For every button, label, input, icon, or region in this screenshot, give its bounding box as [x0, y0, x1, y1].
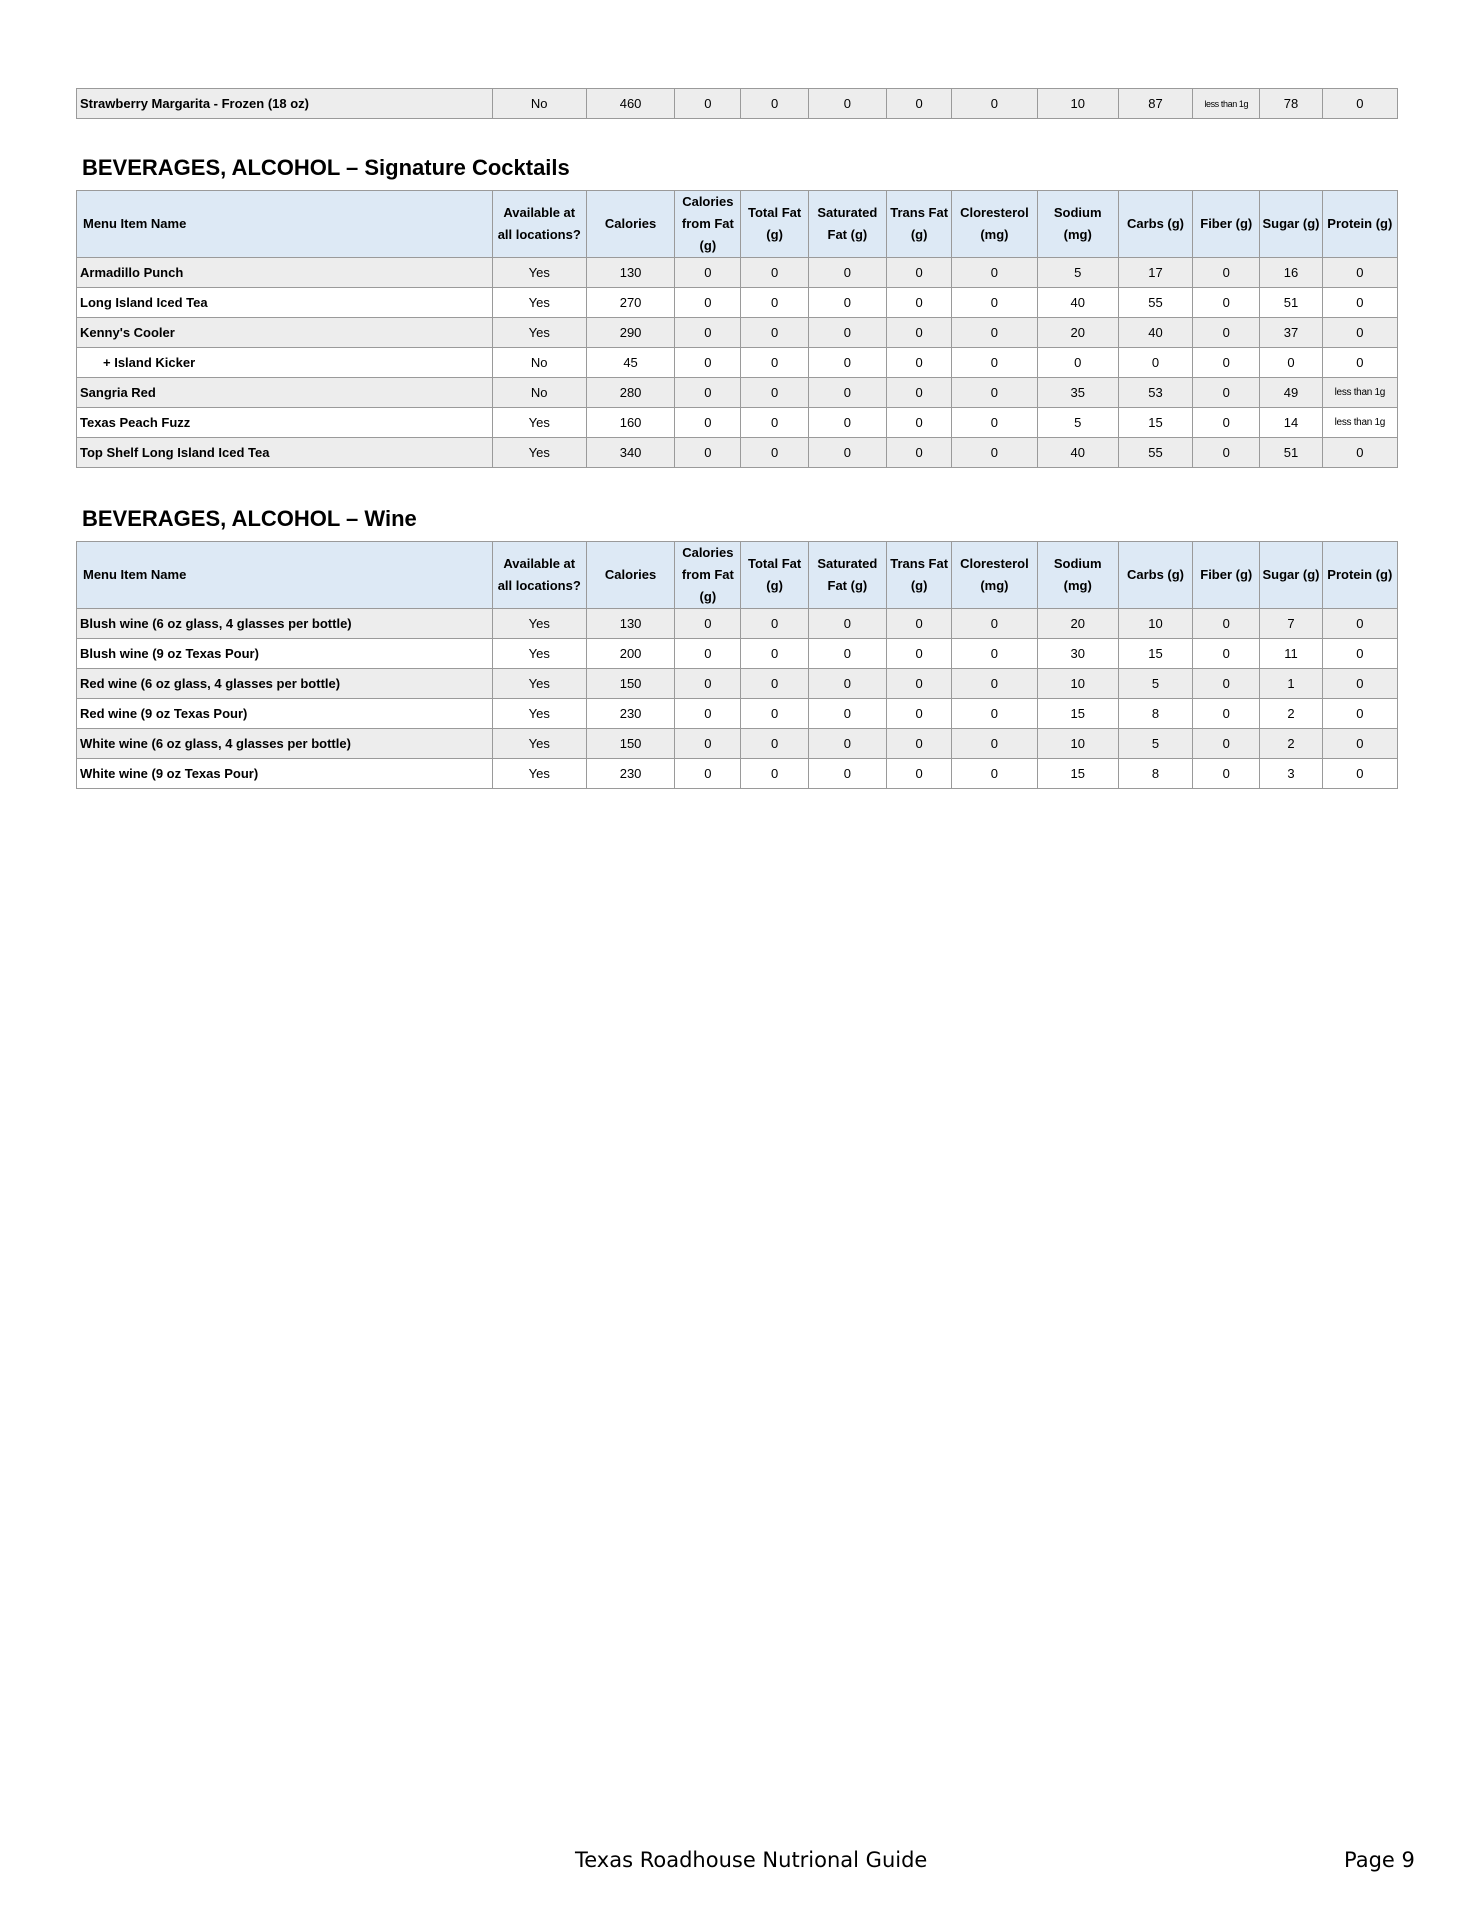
menu-item-name: Blush wine (9 oz Texas Pour)	[77, 639, 493, 669]
table-cell: 2	[1260, 699, 1322, 729]
table-cell: 290	[586, 318, 674, 348]
table-cell: 17	[1118, 258, 1192, 288]
column-header: Calories	[586, 542, 674, 609]
menu-item-name: Red wine (9 oz Texas Pour)	[77, 699, 493, 729]
table-cell: 5	[1037, 258, 1118, 288]
table-cell: 200	[586, 639, 674, 669]
table-cell: 0	[952, 639, 1037, 669]
table-row	[77, 258, 1398, 288]
table-cell: 0	[675, 348, 741, 378]
column-header: Sugar (g)	[1260, 191, 1322, 258]
table-cell: No	[492, 378, 586, 408]
column-header: Saturated Fat (g)	[808, 542, 886, 609]
table-cell: 130	[586, 609, 674, 639]
table-cell: 45	[586, 348, 674, 378]
table-row	[77, 288, 1398, 318]
table-cell: 0	[1193, 729, 1260, 759]
table-cell: 0	[1193, 288, 1260, 318]
table-cell: 0	[1322, 729, 1397, 759]
cocktails-section-title: BEVERAGES, ALCOHOL – Signature Cocktails	[82, 155, 570, 180]
table-cell: 130	[586, 258, 674, 288]
table-cell: 40	[1037, 438, 1118, 468]
menu-item-name: Red wine (6 oz glass, 4 glasses per bottle)	[77, 669, 493, 699]
table-cell: 0	[952, 438, 1037, 468]
table-row	[77, 729, 1398, 759]
table-cell: 0	[1193, 408, 1260, 438]
table-cell: 0	[1193, 759, 1260, 789]
table-cell: 0	[952, 89, 1037, 119]
table-cell: less than 1g	[1322, 378, 1397, 408]
table-cell: Yes	[492, 438, 586, 468]
table-cell: 0	[808, 699, 886, 729]
table-cell: Yes	[492, 639, 586, 669]
table-cell: 0	[808, 759, 886, 789]
column-header: Total Fat (g)	[741, 191, 808, 258]
table-cell: 55	[1118, 288, 1192, 318]
table-cell: 10	[1037, 89, 1118, 119]
column-header: Trans Fat (g)	[887, 542, 952, 609]
table-cell: 0	[741, 378, 808, 408]
table-cell: 0	[1193, 378, 1260, 408]
table-cell: 0	[808, 378, 886, 408]
table-row	[77, 378, 1398, 408]
table-cell: No	[492, 348, 586, 378]
table-cell: 0	[741, 89, 808, 119]
table-cell: 0	[808, 288, 886, 318]
table-cell: 0	[808, 438, 886, 468]
table-cell: Yes	[492, 669, 586, 699]
table-cell: 460	[586, 89, 674, 119]
table-cell: 0	[1322, 699, 1397, 729]
table-cell: 0	[1193, 318, 1260, 348]
table-cell: 20	[1037, 318, 1118, 348]
table-row	[77, 89, 1398, 119]
table-cell: 0	[741, 699, 808, 729]
table-cell: Yes	[492, 288, 586, 318]
table-cell: 0	[887, 89, 952, 119]
table-cell: 0	[952, 759, 1037, 789]
table-cell: 20	[1037, 609, 1118, 639]
table-row	[77, 759, 1398, 789]
menu-item-name: Top Shelf Long Island Iced Tea	[77, 438, 493, 468]
column-header: Cloresterol (mg)	[952, 191, 1037, 258]
table-cell: 10	[1037, 669, 1118, 699]
menu-item-name: White wine (9 oz Texas Pour)	[77, 759, 493, 789]
table-cell: 0	[887, 348, 952, 378]
table-cell: 2	[1260, 729, 1322, 759]
table-cell: 0	[1193, 639, 1260, 669]
table-cell: 3	[1260, 759, 1322, 789]
column-header: Cloresterol (mg)	[952, 542, 1037, 609]
table-cell: 35	[1037, 378, 1118, 408]
table-cell: 40	[1037, 288, 1118, 318]
table-row	[77, 348, 1398, 378]
cocktails-table-header	[77, 191, 1398, 258]
column-header: Sugar (g)	[1260, 542, 1322, 609]
table-cell: 0	[675, 729, 741, 759]
column-header: Calories	[586, 191, 674, 258]
table-cell: 30	[1037, 639, 1118, 669]
table-cell: 0	[1322, 669, 1397, 699]
table-cell: 0	[887, 438, 952, 468]
table-cell: 11	[1260, 639, 1322, 669]
table-cell: 150	[586, 729, 674, 759]
table-cell: 0	[952, 318, 1037, 348]
menu-item-name: Kenny's Cooler	[77, 318, 493, 348]
column-header: Calories from Fat (g)	[675, 542, 741, 609]
table-cell: 0	[1193, 699, 1260, 729]
table-cell: 0	[741, 318, 808, 348]
table-cell: 0	[741, 258, 808, 288]
table-cell: 0	[1322, 348, 1397, 378]
table-cell: 340	[586, 438, 674, 468]
table-row	[77, 609, 1398, 639]
table-cell: Yes	[492, 759, 586, 789]
header-row	[77, 191, 1398, 258]
table-cell: 0	[887, 408, 952, 438]
table-cell: 270	[586, 288, 674, 318]
menu-item-name: Sangria Red	[77, 378, 493, 408]
table-cell: Yes	[492, 699, 586, 729]
wine-section-title: BEVERAGES, ALCOHOL – Wine	[82, 506, 417, 531]
table-cell: 0	[1322, 759, 1397, 789]
menu-item-name: Blush wine (6 oz glass, 4 glasses per bottle)	[77, 609, 493, 639]
table-cell: 0	[1193, 669, 1260, 699]
table-row	[77, 639, 1398, 669]
table-cell: 0	[952, 288, 1037, 318]
table-cell: 0	[675, 438, 741, 468]
table-cell: 15	[1118, 408, 1192, 438]
table-cell: 0	[887, 729, 952, 759]
table-cell: 0	[808, 639, 886, 669]
table-cell: 0	[1322, 89, 1397, 119]
table-cell: 0	[741, 759, 808, 789]
menu-item-name: Long Island Iced Tea	[77, 288, 493, 318]
table-cell: 5	[1118, 729, 1192, 759]
table-cell: 0	[741, 609, 808, 639]
table-cell: 0	[675, 699, 741, 729]
table-cell: 0	[1118, 348, 1192, 378]
table-cell: 0	[887, 669, 952, 699]
menu-item-name: + Island Kicker	[77, 348, 493, 378]
table-cell: 0	[887, 699, 952, 729]
table-row	[77, 408, 1398, 438]
table-cell: 15	[1037, 699, 1118, 729]
column-header: Sodium (mg)	[1037, 542, 1118, 609]
menu-item-name: Armadillo Punch	[77, 258, 493, 288]
table-cell: 230	[586, 759, 674, 789]
table-cell: 0	[1322, 639, 1397, 669]
table-cell: 15	[1037, 759, 1118, 789]
column-header: Protein (g)	[1322, 191, 1397, 258]
table-cell: 0	[675, 669, 741, 699]
table-cell: 10	[1037, 729, 1118, 759]
table-cell: 0	[808, 89, 886, 119]
table-cell: 0	[952, 378, 1037, 408]
column-header: Trans Fat (g)	[887, 191, 952, 258]
table-cell: 0	[887, 318, 952, 348]
table-cell: 0	[741, 639, 808, 669]
table-cell: 0	[1193, 609, 1260, 639]
menu-item-name: Strawberry Margarita - Frozen (18 oz)	[77, 89, 493, 119]
table-cell: 49	[1260, 378, 1322, 408]
table-cell: 87	[1118, 89, 1192, 119]
column-header: Menu Item Name	[77, 542, 493, 609]
table-cell: 0	[808, 318, 886, 348]
table-cell: 0	[887, 609, 952, 639]
table-cell: 51	[1260, 288, 1322, 318]
table-cell: 0	[887, 759, 952, 789]
table-cell: 160	[586, 408, 674, 438]
column-header: Menu Item Name	[77, 191, 493, 258]
table-cell: Yes	[492, 408, 586, 438]
table-cell: 0	[952, 729, 1037, 759]
table-cell: 0	[887, 288, 952, 318]
table-cell: 0	[675, 378, 741, 408]
table-cell: No	[492, 89, 586, 119]
table-row	[77, 669, 1398, 699]
wine-table-header	[77, 542, 1398, 609]
footer-page-number: Page 9	[1344, 1848, 1415, 1872]
table-cell: 37	[1260, 318, 1322, 348]
table-cell: 0	[675, 288, 741, 318]
table-cell: Yes	[492, 318, 586, 348]
table-cell: 0	[1322, 258, 1397, 288]
table-cell: 8	[1118, 699, 1192, 729]
header-row	[77, 542, 1398, 609]
table-row	[77, 699, 1398, 729]
table-cell: 14	[1260, 408, 1322, 438]
table-cell: 16	[1260, 258, 1322, 288]
table-cell: 150	[586, 669, 674, 699]
table-cell: less than 1g	[1322, 408, 1397, 438]
column-header: Fiber (g)	[1193, 191, 1260, 258]
table-row	[77, 318, 1398, 348]
table-cell: 1	[1260, 669, 1322, 699]
table-cell: 0	[952, 699, 1037, 729]
table-cell: 55	[1118, 438, 1192, 468]
column-header: Carbs (g)	[1118, 191, 1192, 258]
strawberry-table-body	[77, 89, 1398, 119]
table-cell: 0	[887, 639, 952, 669]
table-cell: 0	[1322, 288, 1397, 318]
table-cell: 0	[675, 258, 741, 288]
table-cell: 0	[1260, 348, 1322, 378]
column-header: Carbs (g)	[1118, 542, 1192, 609]
table-cell: 5	[1037, 408, 1118, 438]
menu-item-name: White wine (6 oz glass, 4 glasses per bottle)	[77, 729, 493, 759]
table-cell: 53	[1118, 378, 1192, 408]
column-header: Fiber (g)	[1193, 542, 1260, 609]
table-cell: 0	[808, 609, 886, 639]
table-cell: 0	[741, 408, 808, 438]
column-header: Calories from Fat (g)	[675, 191, 741, 258]
table-cell: 0	[675, 408, 741, 438]
table-cell: 0	[675, 639, 741, 669]
table-cell: 0	[952, 669, 1037, 699]
table-cell: 0	[808, 729, 886, 759]
table-cell: 0	[1193, 348, 1260, 378]
strawberry-table	[76, 88, 1398, 119]
table-cell: 7	[1260, 609, 1322, 639]
table-cell: Yes	[492, 258, 586, 288]
table-cell: 0	[741, 729, 808, 759]
table-cell: 0	[675, 89, 741, 119]
table-cell: 0	[808, 408, 886, 438]
column-header: Total Fat (g)	[741, 542, 808, 609]
table-cell: 0	[1037, 348, 1118, 378]
table-cell: 0	[1322, 438, 1397, 468]
table-cell: 10	[1118, 609, 1192, 639]
table-cell: 0	[675, 318, 741, 348]
menu-item-name: Texas Peach Fuzz	[77, 408, 493, 438]
table-cell: 0	[808, 348, 886, 378]
table-cell: 0	[952, 408, 1037, 438]
column-header: Protein (g)	[1322, 542, 1397, 609]
table-cell: 0	[675, 759, 741, 789]
table-cell: 0	[1322, 609, 1397, 639]
table-cell: 0	[1193, 258, 1260, 288]
table-cell: 51	[1260, 438, 1322, 468]
column-header: Sodium (mg)	[1037, 191, 1118, 258]
table-cell: 0	[952, 609, 1037, 639]
column-header: Available at all locations?	[492, 191, 586, 258]
wine-table-body	[77, 609, 1398, 789]
table-cell: 0	[1322, 318, 1397, 348]
table-row	[77, 438, 1398, 468]
footer-title: Texas Roadhouse Nutrional Guide	[575, 1848, 928, 1872]
table-cell: less than 1g	[1193, 89, 1260, 119]
table-cell: 0	[741, 288, 808, 318]
column-header: Available at all locations?	[492, 542, 586, 609]
table-cell: 230	[586, 699, 674, 729]
table-cell: 0	[808, 669, 886, 699]
table-cell: 0	[808, 258, 886, 288]
column-header: Saturated Fat (g)	[808, 191, 886, 258]
table-cell: 280	[586, 378, 674, 408]
cocktails-table-body	[77, 258, 1398, 468]
table-cell: 0	[887, 258, 952, 288]
table-cell: Yes	[492, 729, 586, 759]
cocktails-table	[76, 190, 1398, 468]
table-cell: 8	[1118, 759, 1192, 789]
table-cell: 40	[1118, 318, 1192, 348]
table-cell: 0	[1193, 438, 1260, 468]
table-cell: Yes	[492, 609, 586, 639]
table-cell: 0	[887, 378, 952, 408]
table-cell: 0	[952, 348, 1037, 378]
table-cell: 5	[1118, 669, 1192, 699]
table-cell: 0	[741, 348, 808, 378]
table-cell: 78	[1260, 89, 1322, 119]
table-cell: 0	[952, 258, 1037, 288]
table-cell: 0	[741, 438, 808, 468]
wine-table	[76, 541, 1398, 789]
table-cell: 0	[675, 609, 741, 639]
table-cell: 15	[1118, 639, 1192, 669]
table-cell: 0	[741, 669, 808, 699]
